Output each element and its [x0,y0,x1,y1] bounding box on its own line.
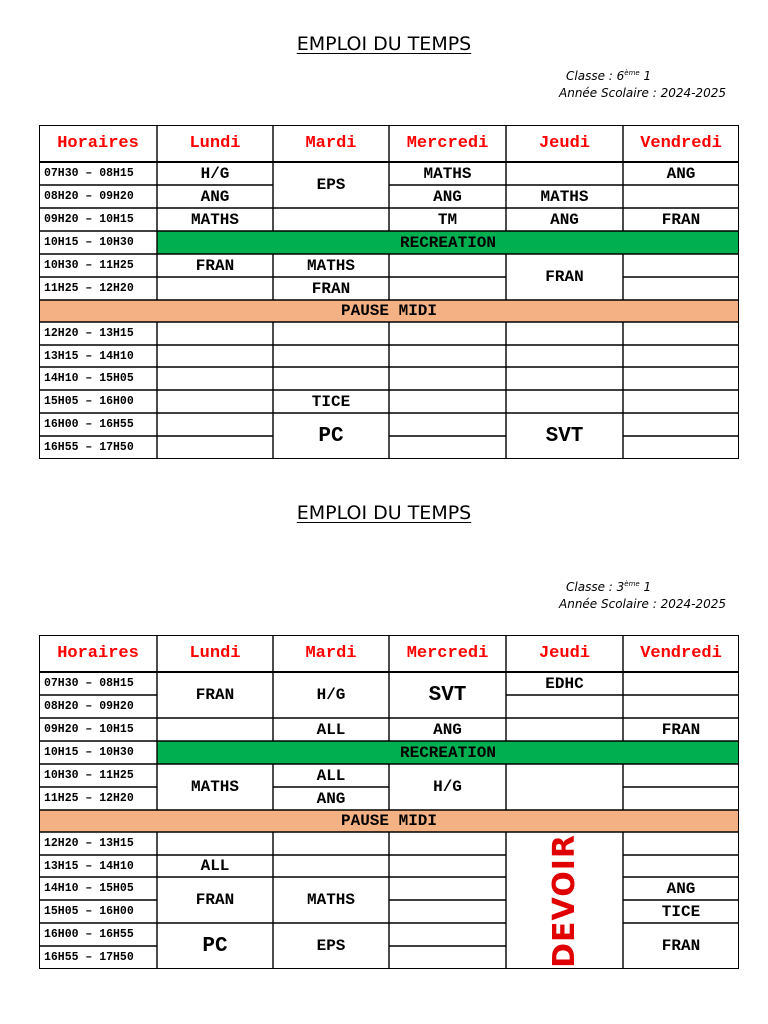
time-slot: 10H15 – 10H30 [44,236,134,249]
pause-label: PAUSE MIDI [340,812,437,830]
course-cell: ANG [200,187,230,206]
course-cell: ANG [666,879,696,898]
time-slot: 09H20 – 10H15 [44,723,134,736]
header-day: Vendredi [640,644,722,663]
course-cell: H/G [433,778,462,796]
course-cell: H/G [316,686,346,704]
class-info [566,64,651,86]
school-year: Année Scolaire : 2024-2025 [559,597,726,611]
page-title: EMPLOI DU TEMPS [296,33,472,55]
header-day: Lundi [189,644,241,663]
course-cell: SVT [545,424,584,448]
classe-label: Classe : 6 [566,69,625,83]
devoir-block [506,832,623,969]
header-day: Lundi [189,134,241,153]
time-slot: 11H25 – 12H20 [44,792,134,805]
course-cell: FRAN [661,937,701,955]
course-cell: FRAN [311,279,351,298]
time-slot: 15H05 – 16H00 [44,905,134,918]
header-day: Jeudi [538,644,590,663]
course-cell: ALL [316,766,346,785]
course-cell: H/G [200,164,230,183]
recreation-label: RECREATION [399,233,496,252]
devoir-label: DEVOIR [547,833,582,968]
course-cell: EPS [316,937,346,955]
time-slot: 14H10 – 15H05 [44,372,134,385]
course-cell: SVT [428,683,467,707]
classe-label: Classe : 3 [566,580,625,594]
time-slot: 10H15 – 10H30 [44,746,134,759]
time-slot: 09H20 – 10H15 [44,213,134,226]
time-slot: 10H30 – 11H25 [44,259,134,272]
time-slot: 16H55 – 17H50 [44,951,134,964]
time-slot: 12H20 – 13H15 [44,837,134,850]
course-cell: ANG [666,164,696,183]
time-slot: 16H00 – 16H55 [44,928,134,941]
header-day: Vendredi [640,134,722,153]
header-day: Jeudi [538,134,590,153]
course-cell: MATHS [306,891,355,909]
course-cell: TICE [661,902,701,921]
course-cell: MATHS [540,187,589,206]
header-horaires: Horaires [57,134,139,153]
school-year: Année Scolaire : 2024-2025 [559,86,726,100]
time-slot: 13H15 – 14H10 [44,859,134,873]
page-title: EMPLOI DU TEMPS [296,502,472,524]
time-slot: 11H25 – 12H20 [44,282,134,295]
course-cell: ALL [316,720,346,739]
header-horaires: Horaires [57,644,139,663]
course-cell: PC [202,934,228,958]
header-day: Mardi [305,134,357,153]
course-cell: MATHS [190,210,239,229]
course-cell: FRAN [195,256,235,275]
header-day: Mercredi [406,134,489,153]
course-cell: MATHS [190,778,239,796]
header-day: Mardi [305,644,357,663]
course-cell: ANG [433,720,462,739]
course-cell: FRAN [661,720,701,739]
classe-sup: ème [624,69,640,77]
time-slot: 16H00 – 16H55 [44,418,134,431]
header-day: Mercredi [406,644,489,663]
classe-num: 1 [639,69,652,83]
time-slot: 10H30 – 11H25 [44,769,134,782]
course-cell: FRAN [661,210,701,229]
course-cell: EPS [316,176,346,194]
time-slot: 15H05 – 16H00 [44,395,134,408]
timetable [39,635,739,969]
time-slot: 14H10 – 15H05 [44,882,134,895]
recreation-label: RECREATION [399,743,496,762]
time-slot: 12H20 – 13H15 [44,327,134,340]
time-slot: 07H30 – 08H15 [44,677,134,690]
course-cell: FRAN [545,268,584,286]
course-cell: ALL [200,857,230,875]
classe-sup: ème [624,580,640,588]
time-slot: 08H20 – 09H20 [44,190,134,203]
pause-label: PAUSE MIDI [340,302,437,320]
course-cell: FRAN [195,686,235,704]
time-slot: 13H15 – 14H10 [44,349,134,363]
course-cell: MATHS [306,256,355,275]
time-slot: 16H55 – 17H50 [44,441,134,454]
course-cell: TM [437,210,458,229]
timetable [39,125,739,459]
course-cell: EDHC [545,674,584,693]
course-cell: ANG [316,789,346,808]
course-cell: ANG [433,187,462,206]
course-cell: FRAN [195,891,235,909]
classe-num: 1 [639,580,652,594]
time-slot: 08H20 – 09H20 [44,700,134,713]
time-slot: 07H30 – 08H15 [44,167,134,180]
course-cell: ANG [550,210,579,229]
course-cell: PC [318,424,344,448]
course-cell: MATHS [423,164,472,183]
course-cell: TICE [311,392,351,411]
class-info [566,575,651,597]
